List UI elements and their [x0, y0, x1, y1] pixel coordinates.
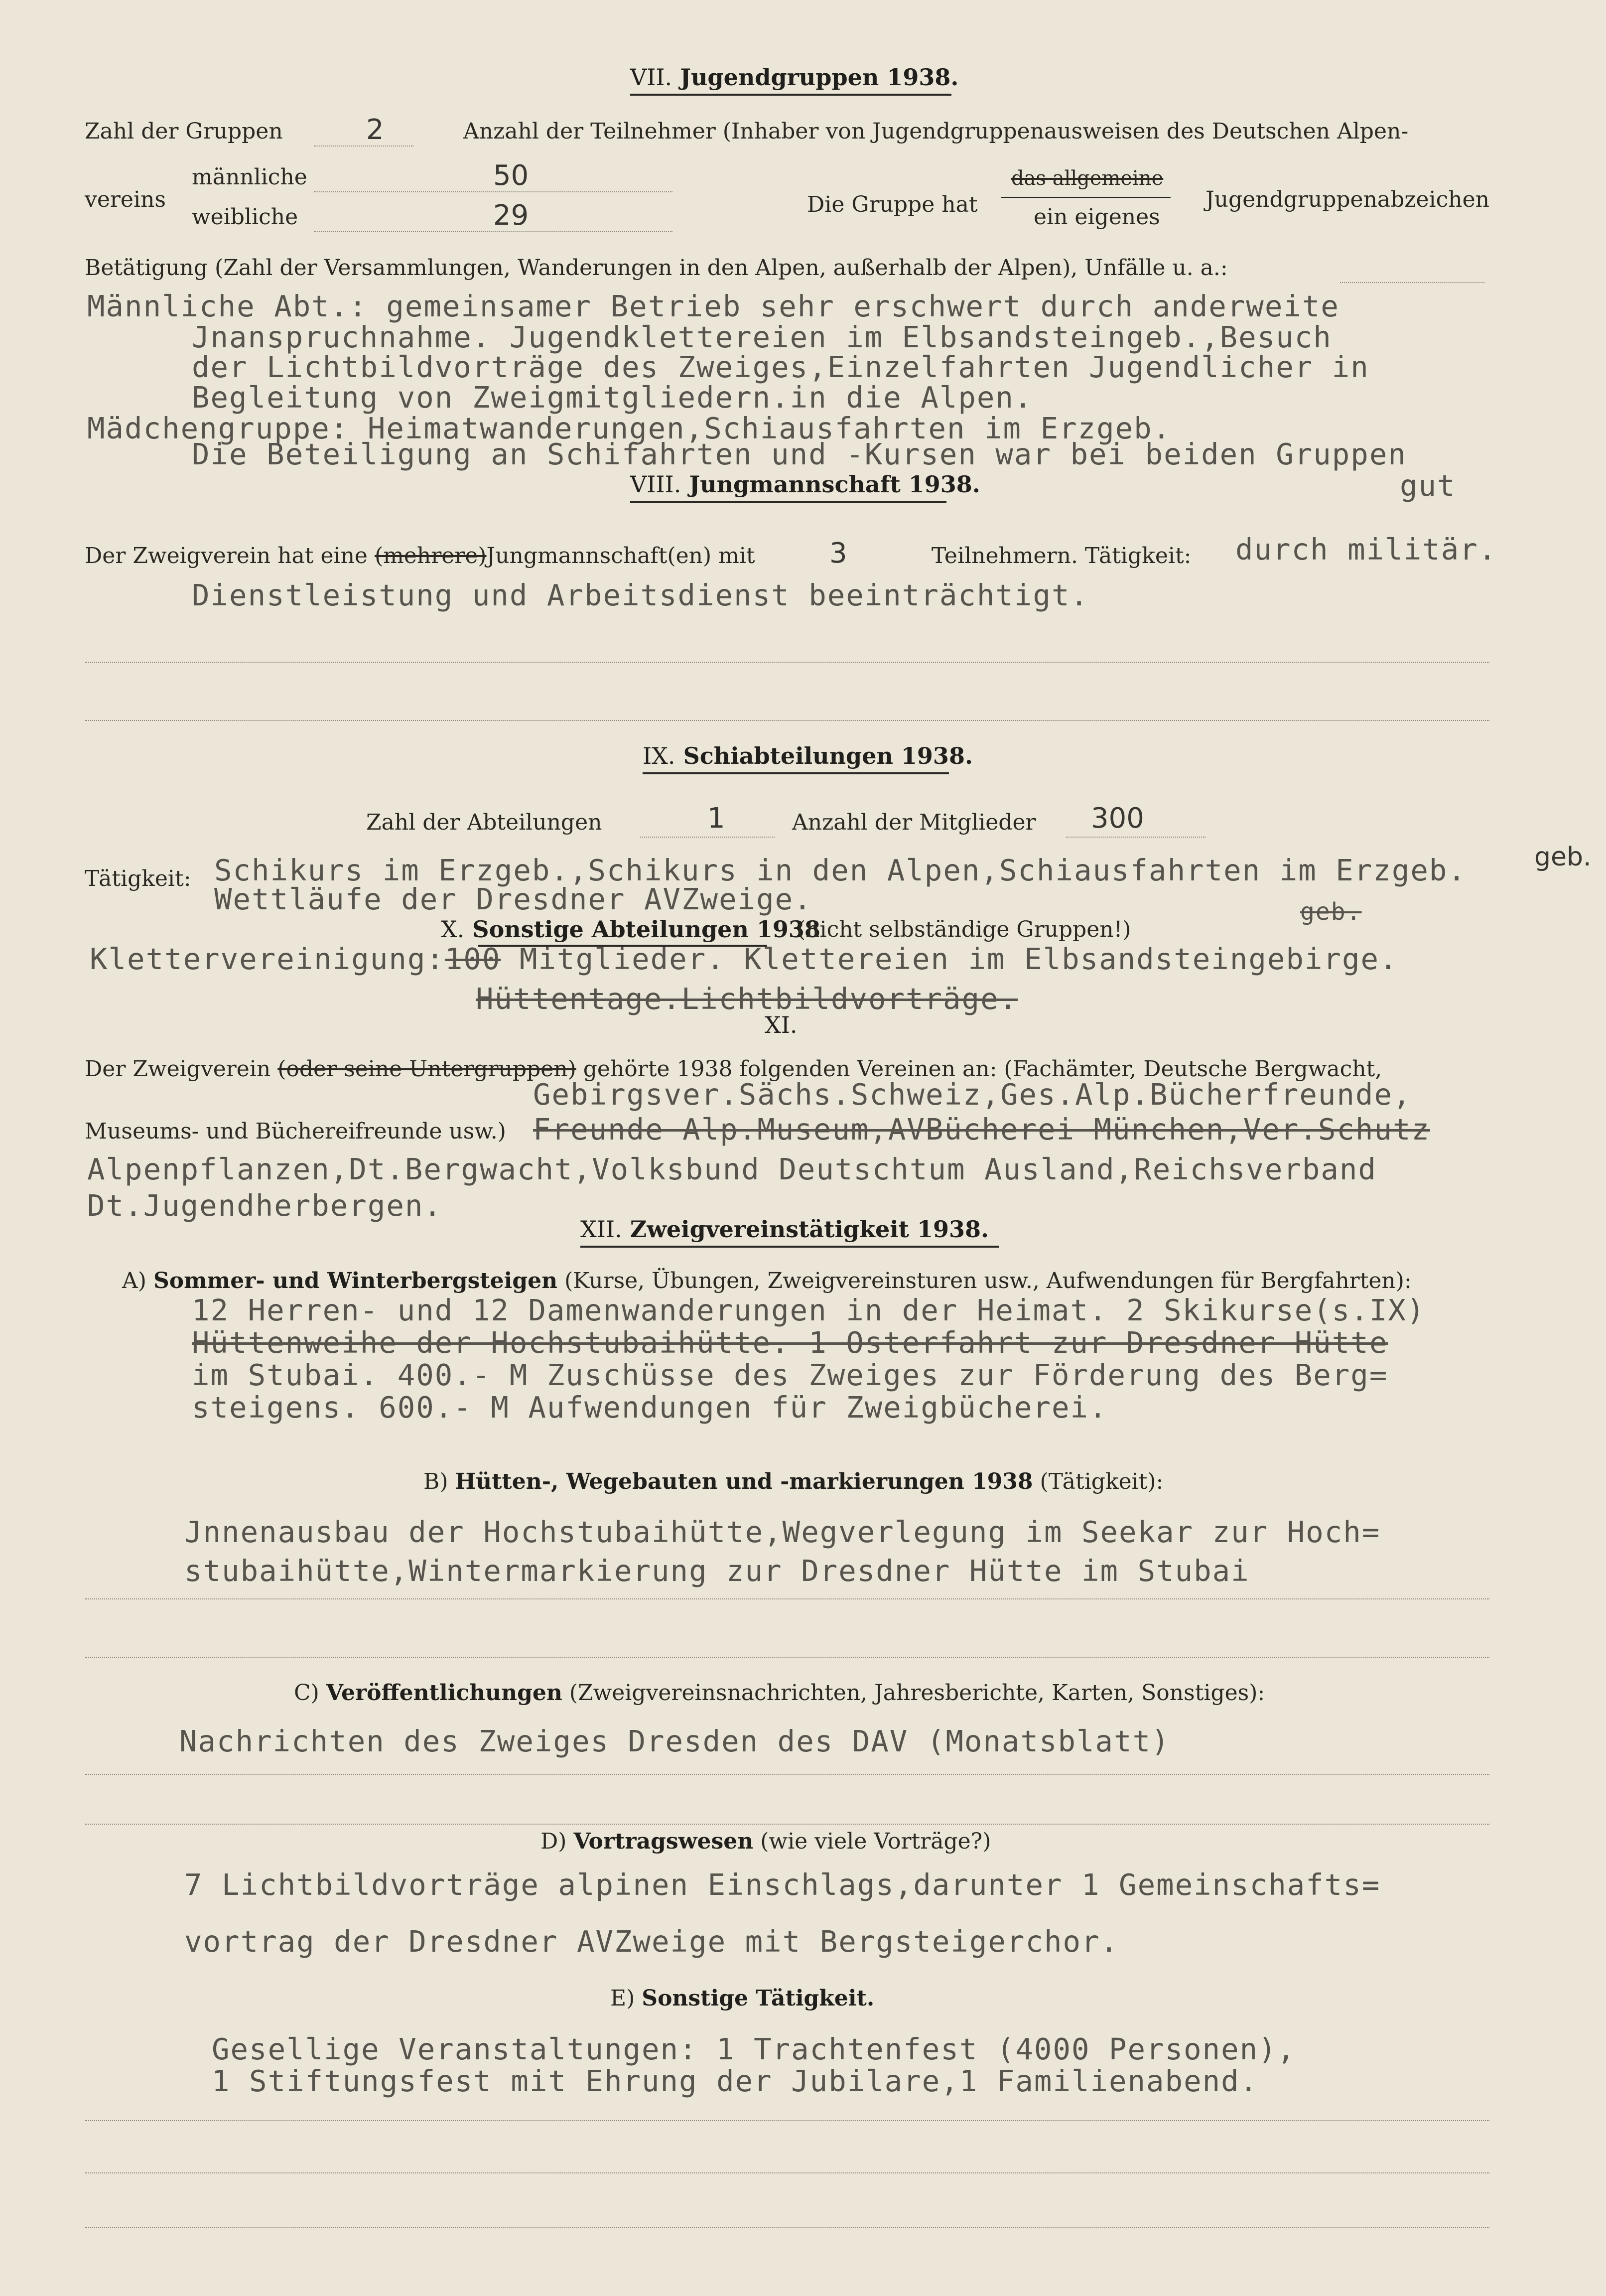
section11-line2-label: Museums- und Büchereifreunde usw.)	[85, 1119, 506, 1144]
section9-heading-title: Schiabteilungen 1938.	[683, 742, 973, 769]
vereins-label: vereins	[85, 187, 166, 212]
section11-text-suffix: gehörte 1938 folgenden Vereinen an: (Fachämter, Deutsche Bergwacht,	[583, 1056, 1382, 1082]
section12-c-header	[294, 1680, 1265, 1706]
section12-a-header	[122, 1268, 1412, 1293]
section8-blank-line-1	[85, 662, 1489, 663]
section12-e-letter: E)	[610, 1986, 635, 2011]
section11-text-struck: (oder seine Untergruppen)	[277, 1056, 576, 1082]
section8-heading	[630, 471, 980, 498]
section11-text-prefix: Der Zweigverein	[85, 1056, 271, 1082]
section8-activity-line-2: Dienstleistung und Arbeitsdienst beeinträchtigt.	[192, 578, 1089, 612]
section12-c-blank-line-1	[85, 1774, 1489, 1775]
section12-b-letter: B)	[423, 1469, 448, 1494]
section8-heading-underline	[630, 501, 946, 503]
section11-heading	[765, 1011, 798, 1038]
section12-b-header	[423, 1469, 1163, 1494]
section12-d-line-1: 7 Lichtbildvorträge alpinen Einschlags,darunter 1 Gemeinschafts=	[184, 1867, 1381, 1902]
groups-label: Zahl der Gruppen	[85, 119, 283, 144]
section12-a-title: Sommer- und Winterbergsteigen	[153, 1268, 558, 1293]
section12-a-line-1: 12 Herren- und 12 Damenwanderungen in der Heimat. 2 Skikurse(s.IX)	[192, 1293, 1426, 1327]
section8-activity-line-1: durch militär.	[1235, 532, 1497, 567]
female-value: 29	[493, 199, 529, 232]
section12-heading-underline	[580, 1246, 999, 1248]
section12-b-line-1: Jnnenausbau der Hochstubaihütte,Wegverlegung im Seekar zur Hoch=	[184, 1515, 1381, 1549]
members9-value: 300	[1091, 802, 1144, 835]
section12-a-line-4: steigens. 600.- M Aufwendungen für Zweigbücherei.	[192, 1390, 1108, 1425]
section12-e-blank-line-3	[85, 2227, 1489, 2228]
section12-a-line-2: Hüttenweihe der Hochstubaihütte. 1 Osterfahrt zur Dresdner Hütte	[192, 1325, 1388, 1360]
activity9-line-1: Schikurs im Erzgeb.,Schikurs in den Alpen,Schiausfahrten im Erzgeb.	[214, 853, 1467, 887]
section12-c-blank-line-2	[85, 1824, 1489, 1825]
section9-heading-num: IX.	[643, 742, 675, 769]
female-label: weibliche	[192, 204, 298, 230]
section8-prefix	[85, 543, 755, 569]
activity7-line-2: Jnanspruchnahme. Jugendklettereien im Elbsandsteingeb.,Besuch	[192, 320, 1332, 354]
badge-prefix: Die Gruppe hat	[807, 192, 978, 217]
activity7-line-7: gut	[1400, 468, 1456, 503]
section12-e-header	[610, 1986, 874, 2011]
section12-c-title: Veröffentlichungen	[326, 1680, 562, 1706]
section10-heading-num: X.	[441, 916, 465, 943]
section10-line1-struck: 100	[444, 942, 501, 976]
activity9-label: Tätigkeit:	[85, 866, 191, 891]
section8-blank-line-2	[85, 720, 1489, 721]
section11-typed-line-3: Alpenpflanzen,Dt.Bergwacht,Volksbund Deutschtum Ausland,Reichsverband	[87, 1152, 1377, 1186]
section8-members-value: 3	[829, 537, 847, 570]
section12-e-title: Sonstige Tätigkeit.	[642, 1986, 875, 2011]
section7-heading-underline	[630, 94, 951, 96]
male-label: männliche	[192, 164, 307, 190]
section12-e-blank-line-2	[85, 2172, 1489, 2173]
section10-line-2: Hüttentage.Lichtbildvorträge.	[476, 982, 1018, 1016]
section12-c-note: (Zweigvereinsnachrichten, Jahresberichte, Karten, Sonstiges):	[569, 1680, 1265, 1706]
section9-heading-underline	[643, 772, 949, 774]
section12-a-line-3: im Stubai. 400.- M Zuschüsse des Zweiges zur Förderung des Berg=	[192, 1358, 1388, 1392]
activity9-handwritten-struck: geb.	[1300, 898, 1362, 926]
section8-heading-title: Jungmannschaft 1938.	[689, 471, 980, 498]
activity9-line-2: Wettläufe der Dresdner AVZweige.	[214, 882, 812, 916]
section12-e-line-1: Gesellige Veranstaltungen: 1 Trachtenfest (4000 Personen),	[212, 2032, 1296, 2066]
section12-d-letter: D)	[540, 1829, 567, 1854]
section12-c-letter: C)	[294, 1680, 319, 1706]
section12-a-note: (Kurse, Übungen, Zweigvereinsturen usw., Aufwendungen für Bergfahrten):	[564, 1268, 1412, 1293]
section12-b-title: Hütten-, Wegebauten und -markierungen 1938	[455, 1469, 1033, 1494]
section12-b-line-2: stubaihütte,Wintermarkierung zur Dresdner Hütte im Stubai	[184, 1554, 1250, 1588]
section12-d-title: Vortragswesen	[573, 1829, 754, 1854]
section10-heading-note: (nicht selbständige Gruppen!)	[797, 917, 1131, 942]
activity7-line-5: Mädchengruppe: Heimatwanderungen,Schiausfahrten im Erzgeb.	[87, 411, 1172, 445]
section12-e-blank-line-1	[85, 2120, 1489, 2121]
section10-line1-prefix: Klettervereinigung:	[90, 942, 445, 976]
activity9-handwritten-correction: geb.	[1534, 842, 1592, 872]
badge-struck: das allgemeine	[1011, 167, 1164, 190]
section8-text-prefix: Der Zweigverein hat eine	[85, 543, 368, 569]
members9-label: Anzahl der Mitglieder	[792, 810, 1036, 835]
section8-text-struck: (mehrere)	[374, 543, 487, 569]
section7-heading	[630, 64, 958, 91]
section9-heading	[643, 742, 973, 769]
section10-heading	[441, 916, 820, 943]
male-value: 50	[493, 159, 529, 192]
section12-heading-num: XII.	[580, 1216, 622, 1243]
groups-dotline	[314, 145, 413, 146]
section10-line1-rest: Mitglieder. Klettereien im Elbsandsteingebirge.	[520, 942, 1398, 976]
section12-a-letter: A)	[122, 1268, 146, 1293]
section10-heading-title: Sonstige Abteilungen 1938	[472, 916, 820, 943]
section12-c-line: Nachrichten des Zweiges Dresden des DAV (Monatsblatt)	[179, 1724, 1170, 1758]
section11-typed-line-4: Dt.Jugendherbergen.	[87, 1188, 442, 1223]
members9-dotline	[1066, 837, 1205, 838]
section12-d-note: (wie viele Vorträge?)	[760, 1829, 991, 1854]
section11-typed-line-2: Freunde Alp.Museum,AVBücherei München,Ver.Schutz	[533, 1112, 1431, 1147]
dept-value: 1	[707, 802, 725, 835]
section8-heading-num: VIII.	[630, 471, 681, 498]
section10-line-1	[90, 942, 1398, 976]
activity7-line-4: Begleitung von Zweigmitgliedern.in die Alpen.	[192, 380, 1033, 415]
section12-b-blank-line-1	[85, 1598, 1489, 1599]
groups-value: 2	[366, 114, 384, 146]
badge-inserted: ein eigenes	[1034, 204, 1160, 230]
section12-heading	[580, 1216, 989, 1243]
badge-fraction-line	[1001, 197, 1171, 198]
section11-heading-num: XI.	[765, 1011, 798, 1038]
participants-label: Anzahl der Teilnehmer (Inhaber von Jugendgruppenausweisen des Deutschen Alpen-	[463, 119, 1409, 144]
section12-d-line-2: vortrag der Dresdner AVZweige mit Bergsteigerchor.	[184, 1924, 1119, 1959]
activity7-line-1: Männliche Abt.: gemeinsamer Betrieb sehr erschwert durch anderweite	[87, 289, 1339, 323]
section7-heading-title: Jugendgruppen 1938.	[680, 64, 959, 91]
badge-suffix: Jugendgruppenabzeichen	[1205, 187, 1489, 212]
section7-heading-num: VII.	[630, 64, 672, 91]
section12-e-line-2: 1 Stiftungsfest mit Ehrung der Jubilare,1 Familienabend.	[212, 2064, 1259, 2098]
activity7-line-3: der Lichtbildvorträge des Zweiges,Einzelfahrten Jugendlicher in	[192, 350, 1369, 384]
activity7-line-6: Die Beteiligung an Schifahrten und -Kursen war bei beiden Gruppen	[192, 437, 1407, 471]
dept-label: Zahl der Abteilungen	[366, 810, 602, 835]
section12-b-blank-line-2	[85, 1657, 1489, 1658]
section11-typed-line-1: Gebirgsver.Sächs.Schweiz,Ges.Alp.Bücherfreunde,	[533, 1077, 1412, 1112]
section12-d-header	[540, 1829, 991, 1854]
activity7-dotline	[1340, 282, 1484, 283]
section12-heading-title: Zweigvereinstätigkeit 1938.	[630, 1216, 989, 1243]
section8-text-mid: Jungmannschaft(en) mit	[486, 543, 755, 569]
activity7-label: Betätigung (Zahl der Versammlungen, Wanderungen in den Alpen, außerhalb der Alpen), Unfälle u. a.:	[85, 255, 1228, 281]
section8-text-suffix: Teilnehmern. Tätigkeit:	[932, 543, 1192, 569]
dept-dotline	[640, 837, 775, 838]
section12-b-note: (Tätigkeit):	[1040, 1469, 1164, 1494]
